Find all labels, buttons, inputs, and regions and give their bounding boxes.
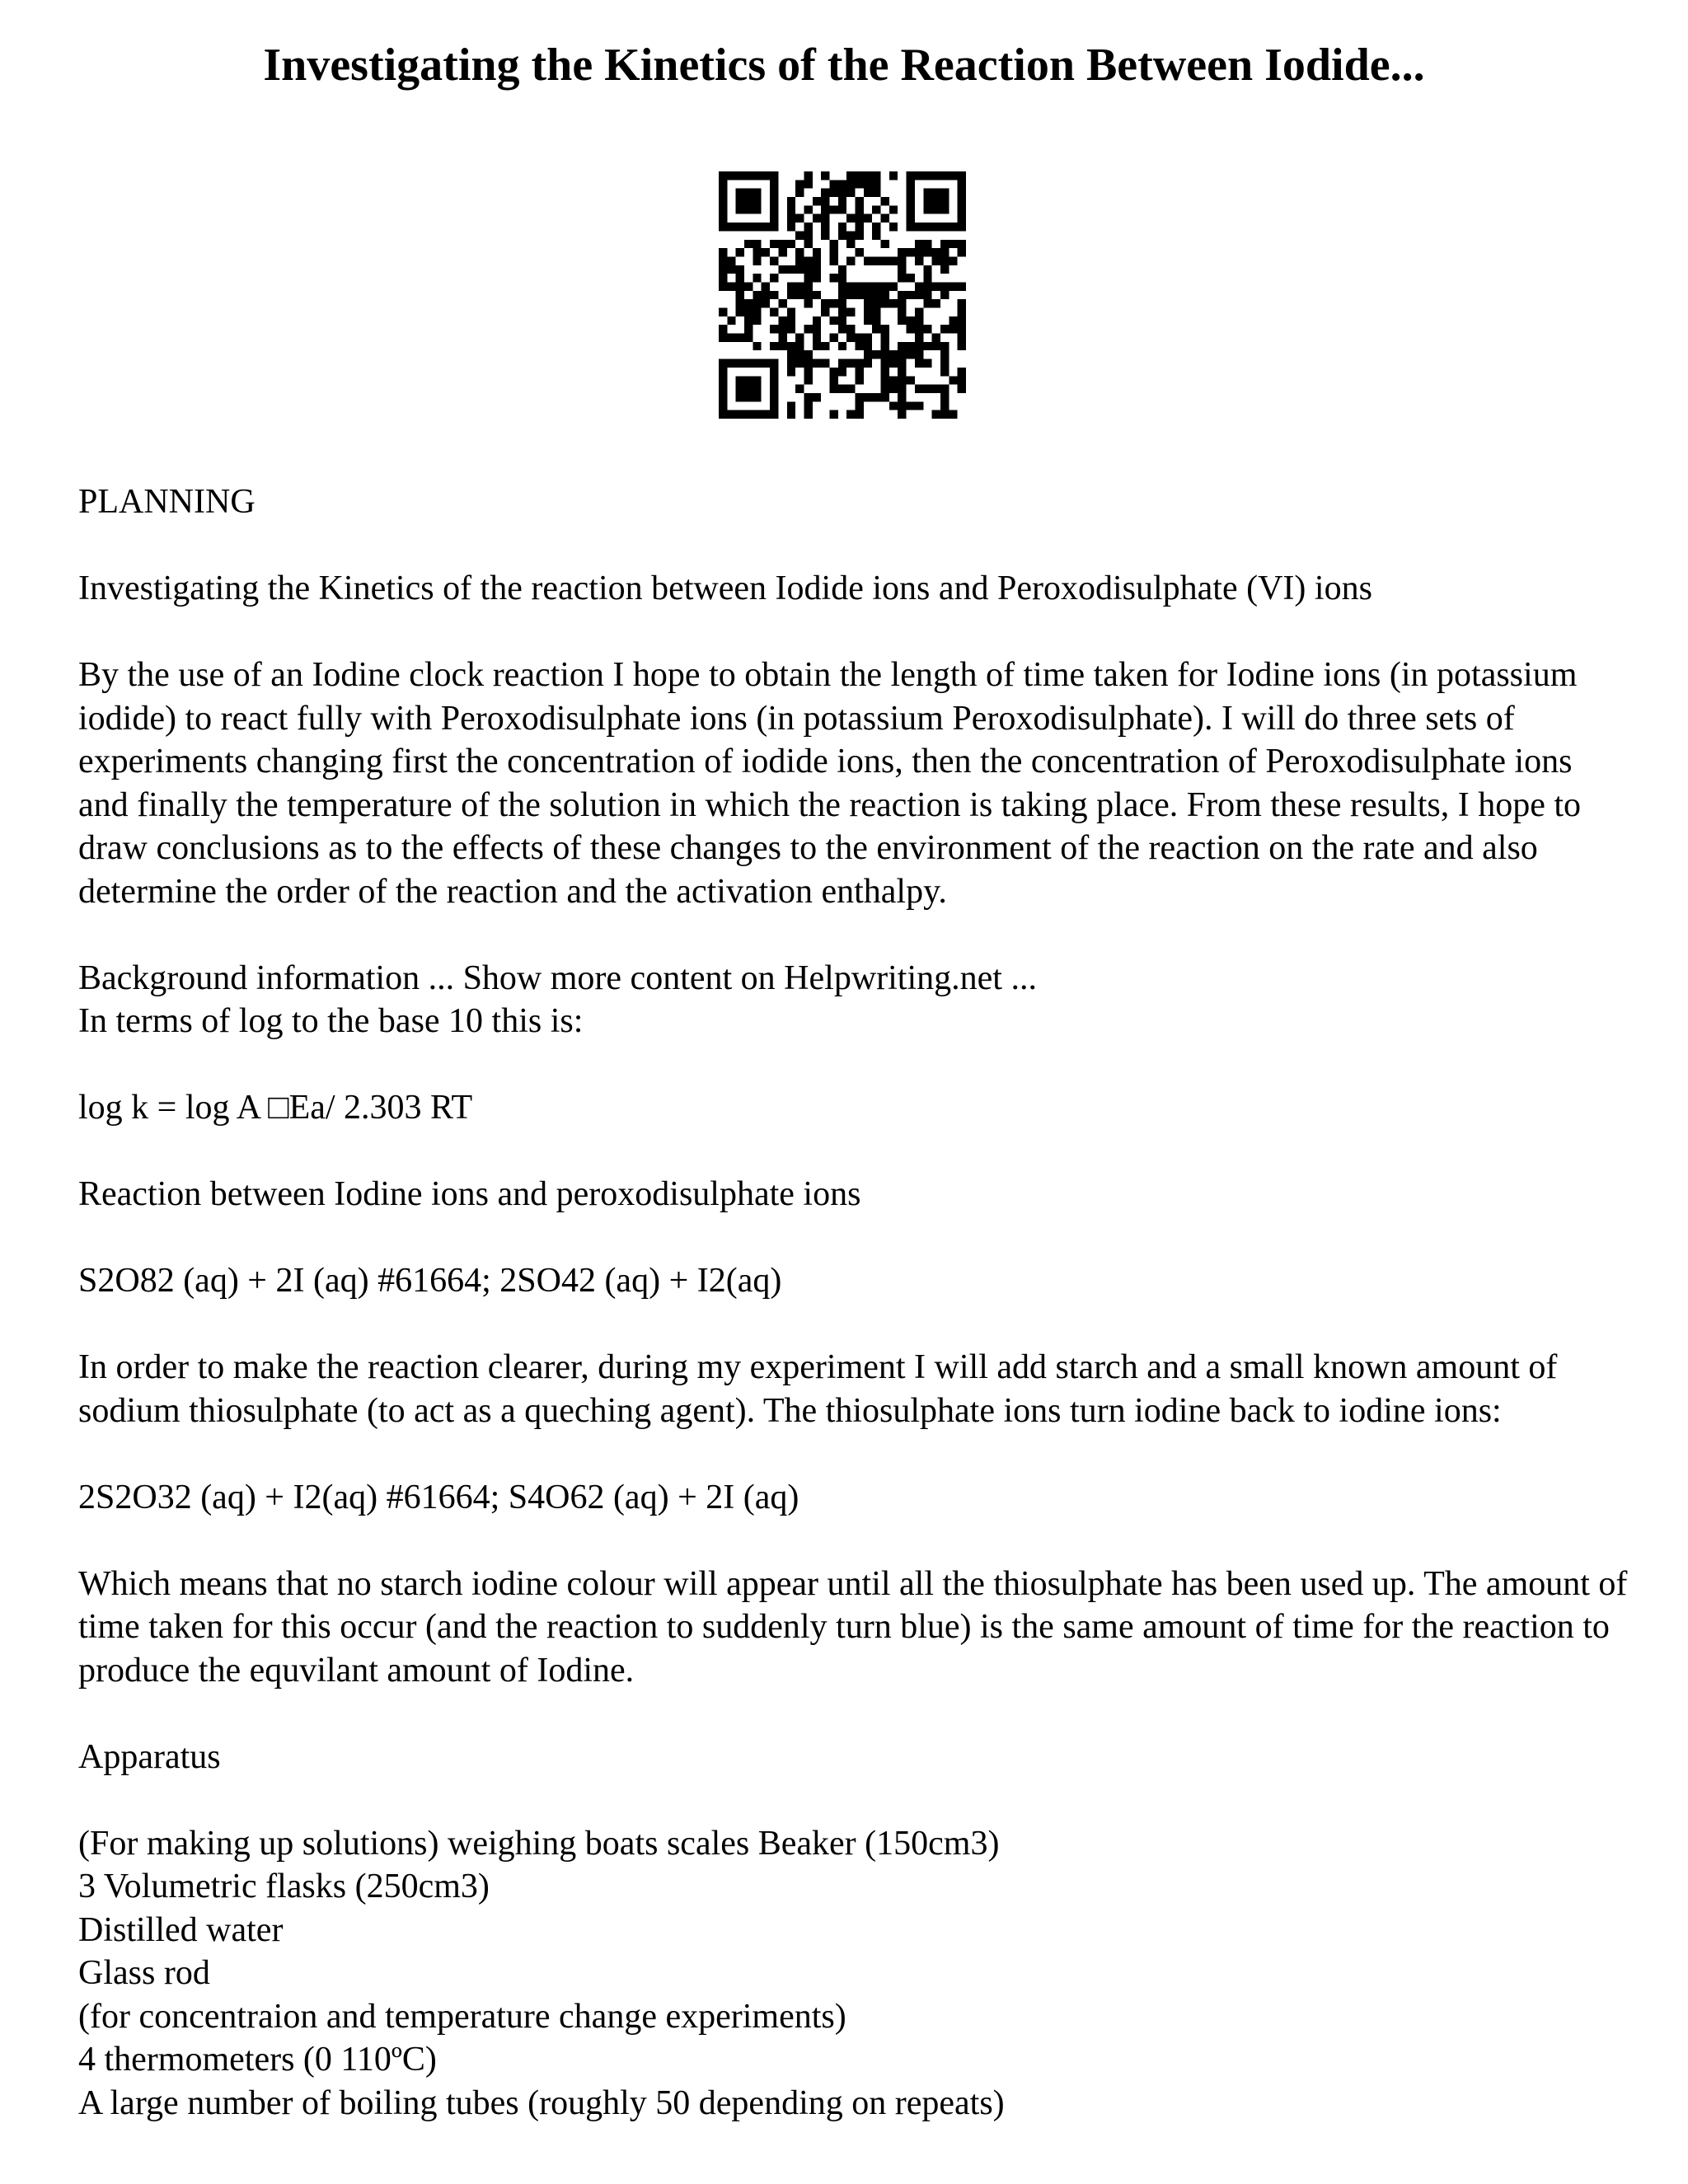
explanation-paragraph: Which means that no starch iodine colour will appear until all the thiosulphate has been used up. The amount of time taken for this occur (and the reaction to suddenly turn blue) is the same amount of time for the reaction to produce the equvilant amount of Iodine.	[78, 1564, 1628, 1690]
thiosulphate-equation: 2S2O32 (aq) + I2(aq) #61664; S4O62 (aq) + 2I (aq)	[78, 1478, 799, 1516]
apparatus-heading: Apparatus	[78, 1737, 221, 1776]
document-body	[78, 480, 1628, 2125]
apparatus-item: 3 Volumetric flasks (250cm3)	[78, 1868, 490, 1905]
section-heading-planning: PLANNING	[78, 483, 256, 521]
background-link-line[interactable]: Background information ... Show more content on Helpwriting.net ...	[78, 958, 1037, 997]
apparatus-item: Distilled water	[78, 1910, 284, 1949]
intro-paragraph: By the use of an Iodine clock reaction I hope to obtain the length of time taken for Iodine ions (in potassium iodide) to react fully with Peroxodisulphate ions (in potassium Peroxodisulphate). I will do three sets of experiments changing first the concentration of iodide ions, then the concentration of Peroxodisulphate ions and finally the temperature of the solution in which the reaction is taking place. From these results, I hope to draw conclusions as to the effects of these changes to the environment of the reaction on the rate and also determine the order of the reaction and the activation enthalpy.	[78, 656, 1582, 911]
reaction-equation: S2O82 (aq) + 2I (aq) #61664; 2SO42 (aq) + I2(aq)	[78, 1262, 782, 1300]
apparatus-item: (for concentraion and temperature change experiments)	[78, 1997, 846, 2036]
log-equation: log k = log A □Ea/ 2.303 RT	[78, 1089, 473, 1127]
apparatus-item: A large number of boiling tubes (roughly 50 depending on repeats)	[78, 2083, 1005, 2122]
log-intro-line: In terms of log to the base 10 this is:	[78, 1002, 584, 1040]
reaction-heading: Reaction between Iodine ions and peroxodisulphate ions	[78, 1175, 861, 1213]
qr-code-icon	[719, 171, 966, 419]
document-subtitle: Investigating the Kinetics of the reaction between Iodide ions and Peroxodisulphate (VI) ions	[78, 569, 1372, 607]
apparatus-item: 4 thermometers (0 110ºC)	[78, 2041, 437, 2079]
starch-paragraph: In order to make the reaction clearer, during my experiment I will add starch and a small known amount of sodium thiosulphate (to act as a queching agent). The thiosulphate ions turn iodine back to iodine ions:	[78, 1348, 1558, 1430]
apparatus-item: (For making up solutions) weighing boats scales Beaker (150cm3)	[78, 1824, 1000, 1863]
document-title: Investigating the Kinetics of the Reaction Between Iodide...	[263, 40, 1425, 91]
apparatus-list	[78, 1822, 1628, 2125]
background-block	[78, 957, 1628, 1043]
apparatus-item: Glass rod	[78, 1954, 210, 1992]
